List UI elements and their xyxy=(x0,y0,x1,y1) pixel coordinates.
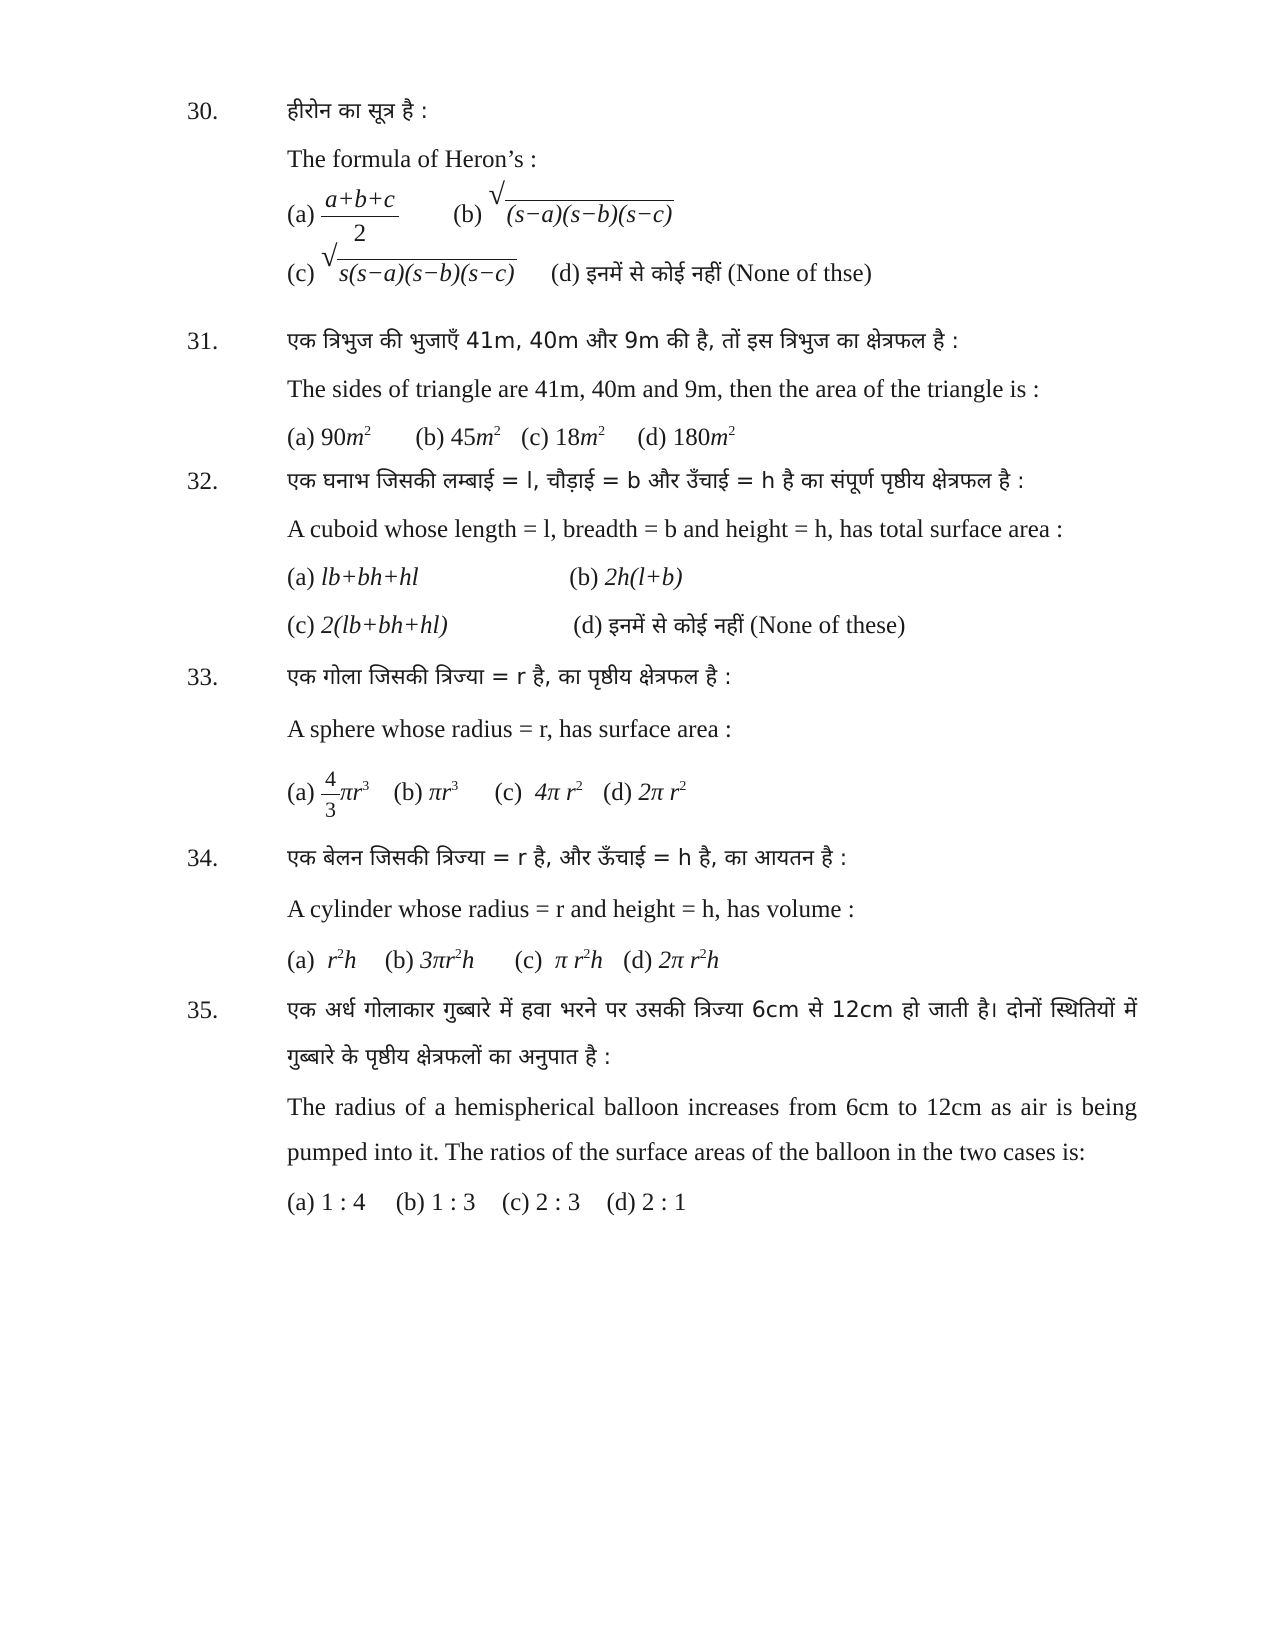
option-label: (b) xyxy=(393,779,423,806)
square-root xyxy=(488,178,675,246)
option-c: (c) 2 : 3 xyxy=(501,1189,581,1216)
question-text-english: The sides of triangle are 41m, 40m and 9m, then the area of the triangle is : xyxy=(287,376,1040,403)
option-label: (d) xyxy=(573,612,603,639)
options-row-2 xyxy=(287,602,1137,650)
option-text: πr xyxy=(428,779,452,806)
option-text: h xyxy=(461,947,475,974)
exponent: 3 xyxy=(362,779,370,794)
option-text: 4π r xyxy=(534,779,576,806)
option-d: (d) 2 : 1 xyxy=(606,1189,687,1216)
option-text: 2h(l+b) xyxy=(604,564,683,591)
fraction-numerator: 4 xyxy=(321,768,340,795)
fraction-numerator: a+b+c xyxy=(321,187,399,217)
option-label: (c) xyxy=(494,779,523,806)
option-label: (d) xyxy=(602,779,633,806)
exponent: 2 xyxy=(336,947,344,962)
option-b xyxy=(453,178,674,246)
question-text-english: The radius of a hemispherical balloon increases from 6cm to 12cm as air is being pumped into it. The ratios of the surface areas of the balloon in the two cases is: xyxy=(287,1094,1137,1166)
option-b: (b) 1 : 3 xyxy=(395,1189,476,1216)
option-a: (a) 1 : 4 xyxy=(287,1189,366,1216)
unit: m xyxy=(346,424,365,451)
exponent: 2 xyxy=(575,779,583,794)
option-label: (a) xyxy=(287,201,315,228)
question-text-english: A cuboid whose length = l, breadth = b and height = h, has total surface area : xyxy=(287,516,1064,543)
option-text: 3πr xyxy=(420,947,455,974)
option-label: (d) xyxy=(623,947,653,974)
option-c xyxy=(494,758,582,828)
radical-sign-icon: √ xyxy=(488,178,505,211)
fraction-denominator: 3 xyxy=(325,796,336,822)
question-number: 32. xyxy=(187,468,219,495)
option-a xyxy=(287,758,369,828)
radicand: s(s−a)(s−b)(s−c) xyxy=(339,260,515,287)
option-text: h xyxy=(706,947,720,974)
option-text: (a) 90 xyxy=(287,424,346,451)
option-label: (c) xyxy=(287,260,315,287)
exponent: 2 xyxy=(598,424,606,439)
option-label: (a) xyxy=(287,779,315,806)
question-text-hindi: एक अर्ध गोलाकार गुब्बारे में हवा भरने पर उसकी त्रिज्या 6cm से 12cm हो जाती है। दोनों स्थितियों में गुब्बारे के पृष्ठीय क्षेत्रफलों का अनुपात है : xyxy=(287,998,1137,1070)
option-d xyxy=(573,602,905,651)
option-text: (b) 45 xyxy=(415,424,476,451)
options-row-1 xyxy=(287,178,1137,247)
option-b xyxy=(569,554,682,602)
question-31 xyxy=(187,318,1137,462)
option-text: h xyxy=(343,947,357,974)
option-a xyxy=(287,937,356,985)
question-text-english: A cylinder whose radius = r and height = h, has volume : xyxy=(287,896,855,923)
exponent: 2 xyxy=(699,947,707,962)
question-text-hindi: एक घनाभ जिसकी लम्बाई = l, चौड़ाई = b और उँचाई = h है का संपूर्ण पृष्ठीय क्षेत्रफल है : xyxy=(287,469,1025,494)
option-c xyxy=(287,602,567,650)
option-b xyxy=(385,937,475,985)
question-text-hindi: हीरोन का सूत्र है : xyxy=(287,99,428,124)
unit: m xyxy=(710,424,729,451)
exponent: 3 xyxy=(451,779,459,794)
option-text-english: (None of these) xyxy=(749,612,906,639)
radicand: (s−a)(s−b)(s−c) xyxy=(506,201,673,228)
question-number: 33. xyxy=(187,664,219,691)
square-root xyxy=(321,240,517,302)
option-label: (a) xyxy=(287,947,315,974)
options-row xyxy=(287,758,1137,828)
option-d xyxy=(623,937,719,985)
unit: m xyxy=(580,424,599,451)
options-row xyxy=(287,1179,1137,1227)
options-row xyxy=(287,937,1137,985)
unit: m xyxy=(475,424,494,451)
question-text-hindi: एक बेलन जिसकी त्रिज्या = r है, और ऊँचाई = h है, का आयतन है : xyxy=(287,846,848,871)
fraction xyxy=(321,765,340,822)
option-text: (c) 18 xyxy=(521,424,581,451)
exponent: 2 xyxy=(679,779,687,794)
option-label: (b) xyxy=(453,201,483,228)
fraction-denominator: 2 xyxy=(353,219,367,247)
option-c xyxy=(287,240,517,302)
option-text: 2(lb+bh+hl) xyxy=(321,612,448,639)
option-text-hindi: इनमें से कोई नहीं xyxy=(586,262,722,287)
option-label: (b) xyxy=(384,947,414,974)
option-text: h xyxy=(590,947,603,974)
question-text-english: A sphere whose radius = r, has surface area : xyxy=(287,716,732,743)
option-text: π r xyxy=(554,947,584,974)
question-text-english: The formula of Heron’s : xyxy=(287,146,537,173)
question-number: 31. xyxy=(187,328,219,355)
option-a xyxy=(287,184,399,246)
option-text: (d) 180 xyxy=(637,424,711,451)
exponent: 2 xyxy=(728,424,736,439)
option-text: 2π r xyxy=(658,947,700,974)
option-text: lb+bh+hl xyxy=(321,564,419,591)
option-text: πr xyxy=(340,779,363,806)
option-label: (a) xyxy=(287,564,315,591)
exponent: 2 xyxy=(454,947,462,962)
options-row-1 xyxy=(287,554,1137,602)
exponent: 2 xyxy=(493,424,501,439)
question-number: 35. xyxy=(187,997,219,1024)
question-33 xyxy=(187,654,1137,828)
radical-sign-icon: √ xyxy=(321,240,338,273)
question-number: 30. xyxy=(187,98,219,125)
exponent: 2 xyxy=(364,424,372,439)
option-c xyxy=(521,414,605,462)
question-32 xyxy=(187,458,1137,650)
option-label: (c) xyxy=(514,947,543,974)
option-d xyxy=(551,246,872,303)
option-b xyxy=(394,758,459,828)
option-label: (b) xyxy=(569,564,599,591)
option-a xyxy=(287,554,563,602)
option-text: 2π r xyxy=(638,779,680,806)
option-label: (d) xyxy=(550,260,580,287)
option-d xyxy=(637,414,735,462)
option-d xyxy=(603,758,686,828)
option-text-hindi: इनमें से कोई नहीं xyxy=(608,614,744,639)
exponent: 2 xyxy=(583,947,591,962)
question-34 xyxy=(187,835,1137,985)
option-b xyxy=(415,414,500,462)
question-30 xyxy=(187,88,1137,302)
question-35 xyxy=(187,987,1137,1227)
option-label: (c) xyxy=(287,612,315,639)
question-text-hindi: एक त्रिभुज की भुजाएँ 41m, 40m और 9m की है, तों इस त्रिभुज का क्षेत्रफल है : xyxy=(287,329,959,354)
option-text-english: (None of thse) xyxy=(727,260,872,287)
fraction xyxy=(321,187,399,246)
option-text: r xyxy=(327,947,337,974)
option-a xyxy=(287,414,371,462)
option-c xyxy=(515,937,603,985)
question-text-hindi: एक गोला जिसकी त्रिज्या = r है, का पृष्ठीय क्षेत्रफल है : xyxy=(287,665,732,690)
question-number: 34. xyxy=(187,845,219,872)
options-row-2 xyxy=(287,240,1137,302)
options-row xyxy=(287,414,1137,462)
